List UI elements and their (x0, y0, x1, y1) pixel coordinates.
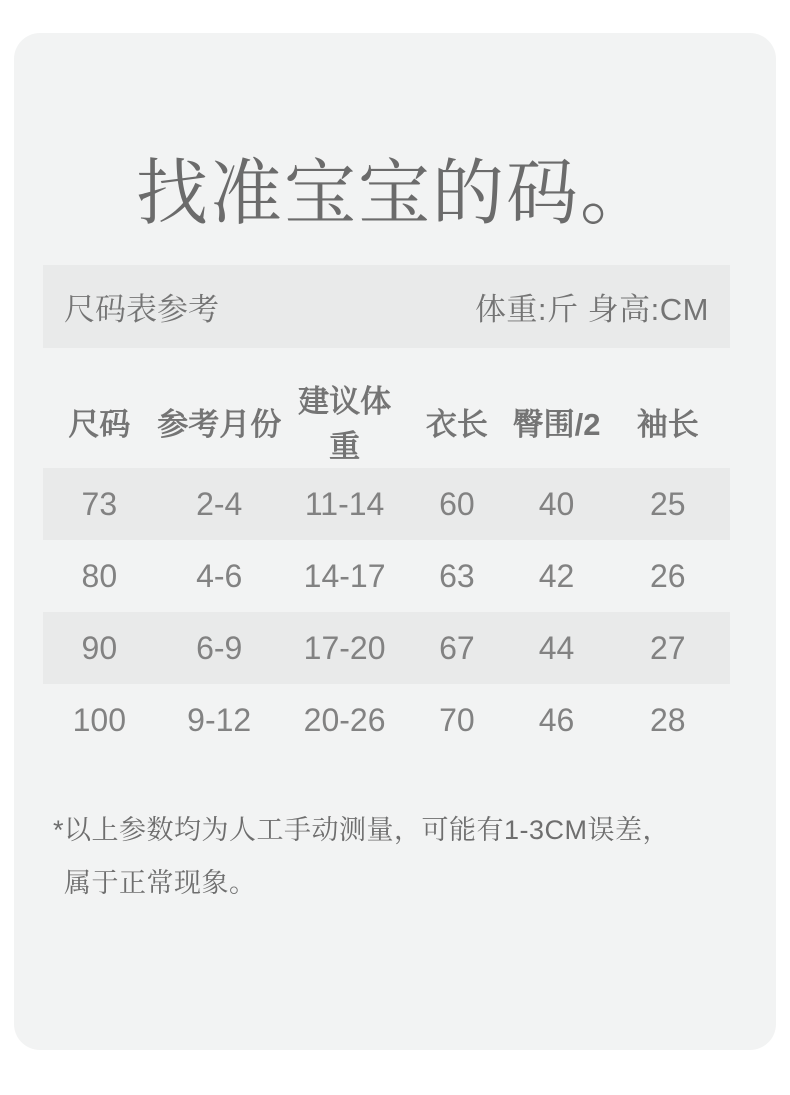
table-row-90 (43, 612, 730, 684)
header-cell-suggested-weight: 建议体重 (298, 384, 392, 464)
header-cell-sleeve-length: 袖长 (636, 406, 699, 442)
table-cell: 67 (439, 629, 475, 666)
table-cell: 9-12 (187, 701, 252, 738)
table-cell: 73 (81, 485, 118, 522)
page-title: 找准宝宝的码。 (135, 154, 654, 234)
table-cell: 46 (538, 701, 575, 738)
measurement-disclaimer (53, 804, 670, 910)
table-cell: 90 (81, 629, 118, 666)
size-reference-label: 尺码表参考 (64, 292, 219, 327)
table-row-73 (43, 468, 730, 540)
size-table-header (43, 384, 730, 464)
table-cell: 80 (81, 557, 118, 594)
table-cell: 42 (538, 557, 575, 594)
table-cell: 60 (439, 485, 475, 522)
table-cell: 6-9 (196, 629, 243, 666)
size-reference-bar (43, 265, 730, 348)
table-cell: 25 (650, 485, 686, 522)
table-cell: 63 (439, 557, 475, 594)
table-cell: 14-17 (303, 557, 386, 594)
size-table-body (43, 468, 730, 756)
footnote-line-1: *以上参数均为人工手动测量，可能有1-3CM误差， (53, 815, 671, 845)
header-cell-size: 尺码 (68, 406, 131, 442)
table-cell: 17-20 (303, 629, 386, 666)
table-row-100 (43, 684, 730, 756)
table-cell: 100 (72, 701, 127, 738)
size-reference-units: 体重:斤 身高:CM (474, 292, 709, 327)
header-cell-garment-length: 衣长 (425, 406, 488, 442)
table-cell: 70 (439, 701, 475, 738)
table-cell: 11-14 (304, 485, 385, 522)
table-cell: 27 (650, 629, 686, 666)
header-cell-reference-months: 参考月份 (157, 406, 282, 442)
size-guide-card (14, 33, 776, 1050)
table-cell: 28 (650, 701, 686, 738)
table-row-80 (43, 540, 730, 612)
table-cell: 26 (650, 557, 686, 594)
table-cell: 44 (538, 629, 575, 666)
table-cell: 4-6 (196, 557, 243, 594)
footnote-line-2: 属于正常现象。 (64, 868, 257, 898)
table-cell: 40 (538, 485, 575, 522)
table-cell: 2-4 (196, 485, 243, 522)
header-cell-half-hip: 臀围/2 (512, 406, 601, 442)
table-cell: 20-26 (303, 701, 386, 738)
